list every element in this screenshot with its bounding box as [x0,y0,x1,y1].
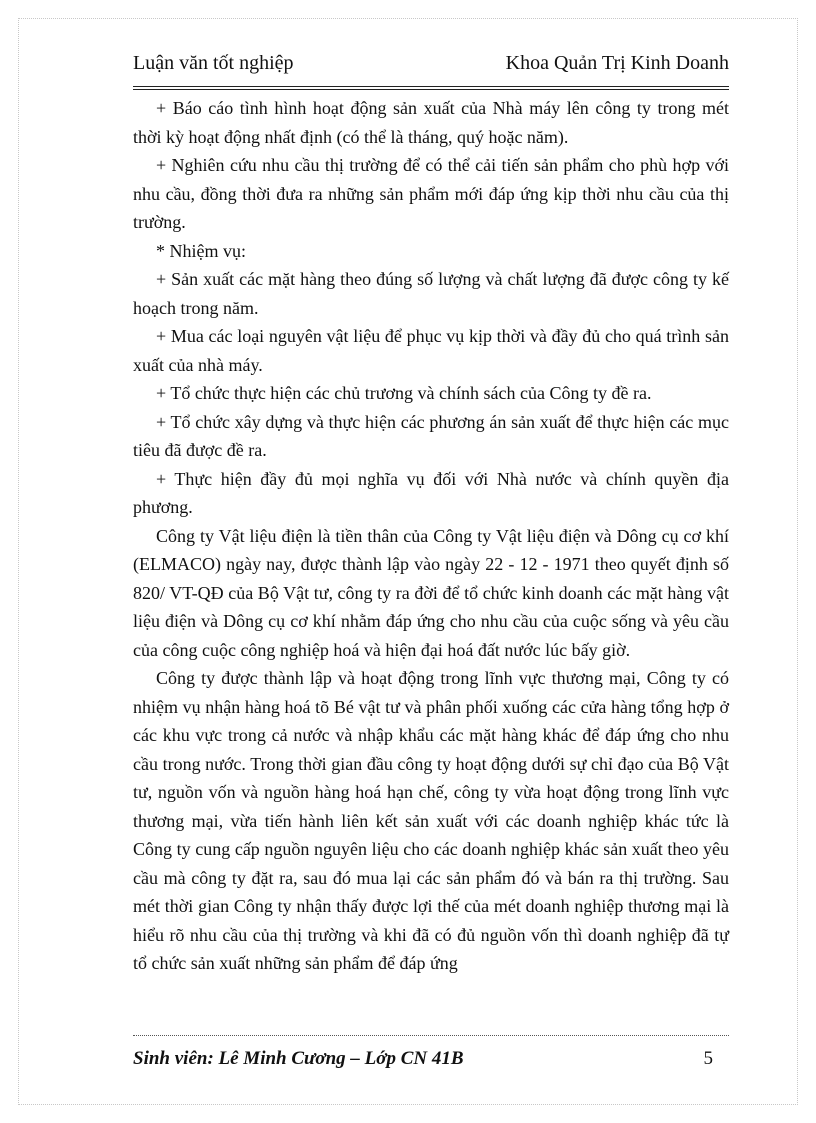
header-faculty-label: Khoa Quản Trị Kinh Doanh [505,52,729,74]
paragraph: + Nghiên cứu nhu cầu thị trường để có thể cải tiến sản phẩm cho phù hợp với nhu cầu, đồng thời đưa ra những sản phẩm mới đáp ứng kịp thời nhu cầu của thị trường. [133,155,729,232]
paragraph: + Tổ chức thực hiện các chủ trương và chính sách của Công ty đề ra. [156,383,652,403]
page-number: 5 [703,1048,713,1069]
paragraph: * Nhiệm vụ: [156,240,246,261]
paragraph: + Sản xuất các mặt hàng theo đúng số lượng và chất lượng đã được công ty kế hoạch trong năm. [133,269,729,318]
header-divider [133,86,729,90]
paragraph: + Mua các loại nguyên vật liệu để phục vụ kịp thời và đầy đủ cho quá trình sản xuất của nhà máy. [133,326,729,375]
header-thesis-label: Luận văn tốt nghiệp [133,52,294,74]
paragraph: + Tổ chức xây dựng và thực hiện các phương án sản xuất để thực hiện các mục tiêu đã được đề ra. [133,411,729,460]
document-body [133,94,729,978]
page-header [133,50,729,84]
paragraph: Công ty được thành lập và hoạt động trong lĩnh vực thương mại, Công ty có nhiệm vụ nhận hàng hoá tõ Bé vật tư và phân phối xuống các cửa hàng tổng hợp ở các khu vực trong cả nước và nhập khẩu các mặt hàng khác để đáp ứng cho nhu cầu trong nước. Trong thời gian đầu công ty hoạt động dưới sự chỉ đạo của Bộ Vật tư, nguồn vốn và nguồn hàng hoá hạn chế, công ty vừa hoạt động trong lĩnh vực thương mại, vừa tiến hành liên kết sản xuất với các doanh nghiệp khác tức là Công ty cung cấp nguồn nguyên liệu cho các doanh nghiệp khác sản xuất theo yêu cầu mà công ty đặt ra, sau đó mua lại các sản phẩm đó và bán ra thị trường. Sau mét thời gian Công ty nhận thấy được lợi thế của mét doanh nghiệp thương mại là hiểu rõ nhu cầu của thị trường và khi đã có đủ nguồn vốn thì doanh nghiệp đã tự tổ chức sản xuất những sản phẩm để đáp ứng [133,668,729,973]
paragraph: + Thực hiện đầy đủ mọi nghĩa vụ đối với Nhà nước và chính quyền địa phương. [133,468,729,517]
footer-student-info: Sinh viên: Lê Minh Cương – Lớp CN 41B [133,1048,464,1069]
paragraph: Công ty Vật liệu điện là tiền thân của Công ty Vật liệu điện và Dông cụ cơ khí (ELMACO) ngày nay, được thành lập vào ngày 22 - 12 - 1971 theo quyết định số 820/ VT-QĐ của Bộ Vật tư, công ty ra đời để tổ chức kinh doanh các mặt hàng vật liệu điện và Dông cụ cơ khí nhằm đáp ứng cho nhu cầu của cuộc sống và yêu cầu của công cuộc công nghiệp hoá và hiện đại hoá đất nước lúc bấy giờ. [133,525,729,660]
paragraph: + Báo cáo tình hình hoạt động sản xuất của Nhà máy lên công ty trong mét thời kỳ hoạt động nhất định (có thể là tháng, quý hoặc năm). [133,98,729,147]
page-footer [133,1048,729,1078]
footer-divider [133,1035,729,1036]
